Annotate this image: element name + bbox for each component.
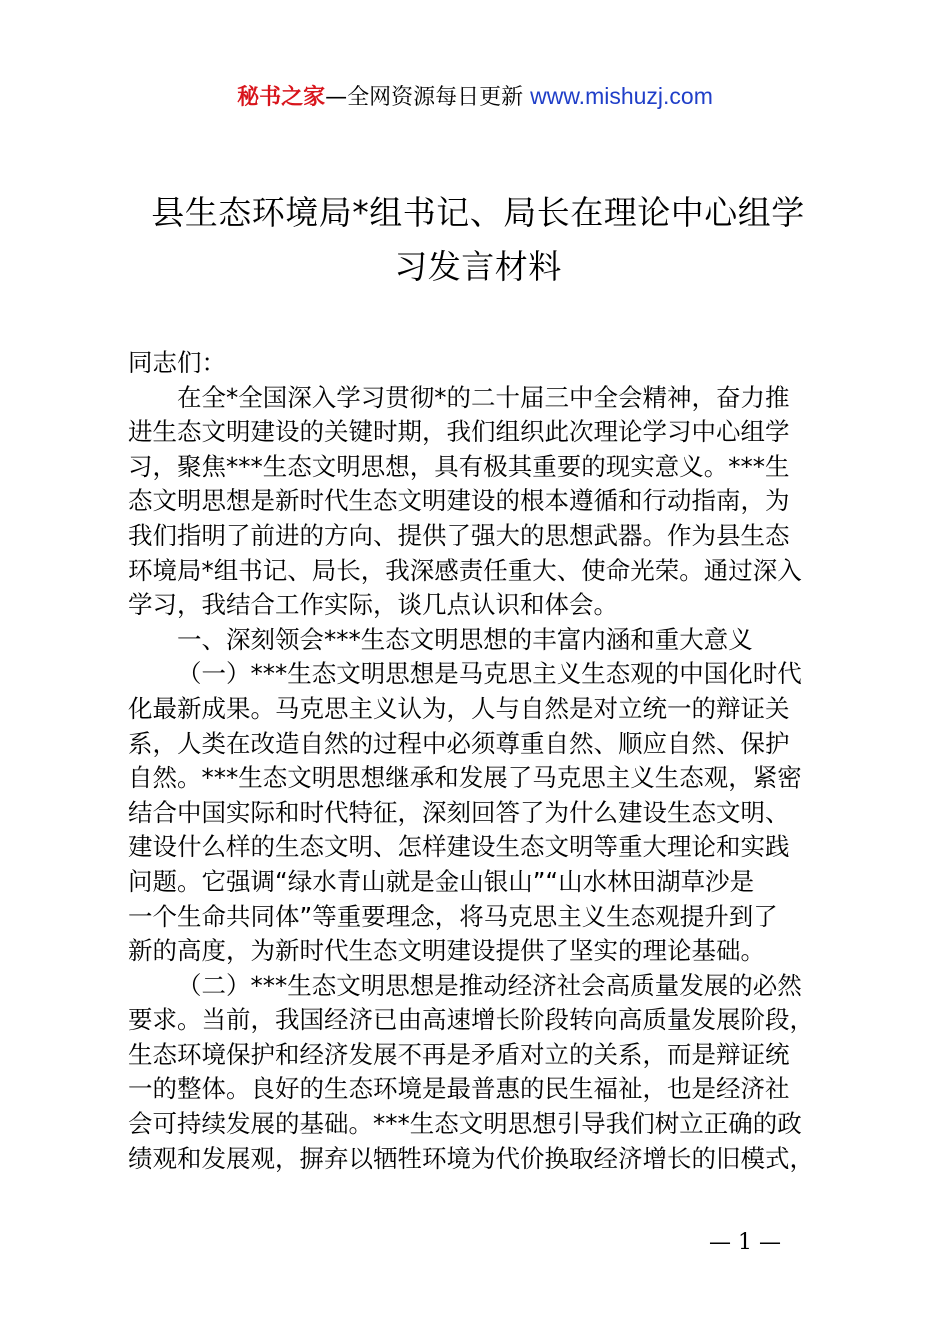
brand-name: 秘书之家 — [237, 85, 326, 110]
site-url-link[interactable]: www.mishuzj.com — [530, 83, 713, 109]
body-line: 问题。它强调“绿水青山就是金山银山”“山水林田湖草沙是 — [128, 866, 755, 896]
body-line: 一个生命共同体”等重要理念，将马克思主义生态观提升到了 — [128, 901, 778, 931]
page-number: — 1 — — [709, 1230, 781, 1255]
title-line-2: 习发言材料 — [394, 247, 562, 286]
body-line: 化最新成果。马克思主义认为，人与自然是对立统一的辩证关 — [128, 693, 790, 723]
body-line: 进生态文明建设的关键时期，我们组织此次理论学习中心组学 — [128, 417, 790, 447]
body-line: 在全*全国深入学习贯彻*的二十届三中全会精神，奋力推 — [177, 382, 790, 412]
body-line: 绩观和发展观，摒弃以牺牲环境为代价换取经济增长的旧模式， — [128, 1143, 814, 1173]
body-line: 自然。***生态文明思想继承和发展了马克思主义生态观，紧密 — [128, 763, 802, 793]
body-line: （二）***生态文明思想是推动经济社会高质量发展的必然 — [177, 970, 802, 1000]
document-body — [128, 346, 834, 1176]
body-line: 新的高度，为新时代生态文明建设提供了坚实的理论基础。 — [128, 936, 765, 966]
body-line: 学习，我结合工作实际，谈几点认识和体会。 — [128, 590, 618, 620]
body-line: 建设什么样的生态文明、怎样建设生态文明等重大理论和实践 — [128, 832, 790, 862]
document-title — [128, 186, 828, 294]
body-line: 一的整体。良好的生态环境是最普惠的民生福祉，也是经济社 — [128, 1074, 790, 1104]
body-line: 会可持续发展的基础。***生态文明思想引导我们树立正确的政 — [128, 1109, 802, 1139]
body-line: 系，人类在改造自然的过程中必须尊重自然、顺应自然、保护 — [128, 728, 790, 758]
body-line: 要求。当前，我国经济已由高速增长阶段转向高质量发展阶段， — [128, 1005, 814, 1035]
body-line: 态文明思想是新时代生态文明建设的根本遵循和行动指南，为 — [128, 486, 790, 516]
title-line-1: 县生态环境局*组书记、局长在理论中心组学 — [151, 193, 805, 232]
body-line: 习，聚焦***生态文明思想，具有极其重要的现实意义。***生 — [128, 451, 790, 481]
site-header — [0, 80, 950, 114]
body-line: 环境局*组书记、局长，我深感责任重大、使命光荣。通过深入 — [128, 555, 802, 585]
body-line: （一）***生态文明思想是马克思主义生态观的中国化时代 — [177, 659, 802, 689]
salutation: 同志们： — [128, 348, 226, 377]
body-line: 结合中国实际和时代特征，深刻回答了为什么建设生态文明、 — [128, 797, 790, 827]
section-heading: 一、深刻领会***生态文明思想的丰富内涵和重大意义 — [177, 624, 753, 654]
body-line: 生态环境保护和经济发展不再是矛盾对立的关系，而是辩证统 — [128, 1039, 790, 1069]
header-tagline: 全网资源每日更新 — [347, 85, 531, 110]
header-separator: — — [325, 85, 348, 110]
body-line: 我们指明了前进的方向、提供了强大的思想武器。作为县生态 — [128, 520, 790, 550]
